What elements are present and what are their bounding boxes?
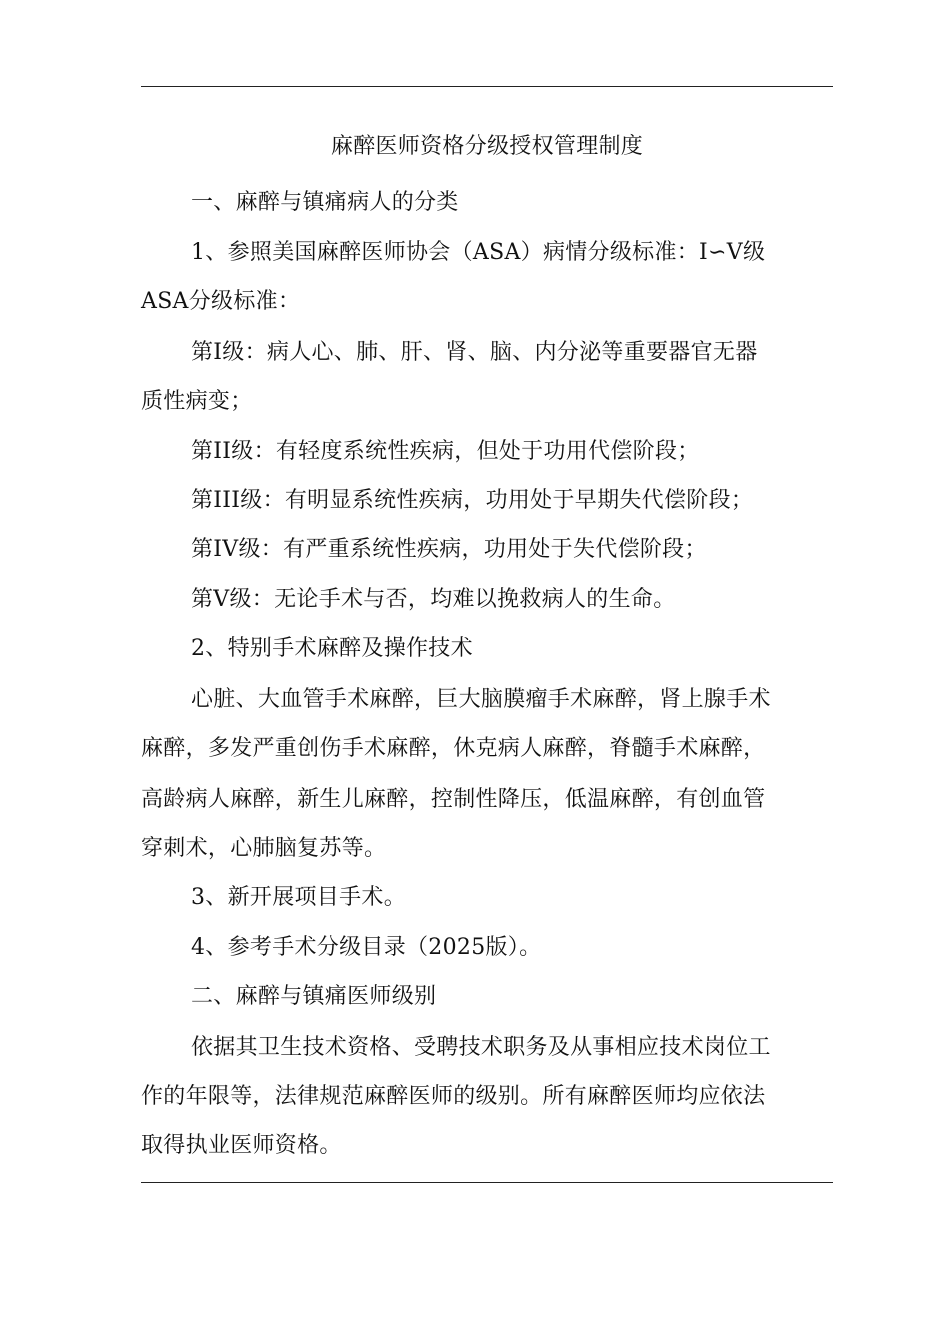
paragraph-line: 质性病变；	[141, 389, 253, 414]
section-heading-3: 二、麻醉与镇痛医师级别	[191, 984, 437, 1009]
paragraph-line: 第II级：有轻度系统性疾病，但处于功用代偿阶段；	[191, 439, 700, 464]
paragraph-line: 3、新开展项目手术。	[191, 885, 406, 910]
document-title: 麻醉医师资格分级授权管理制度	[330, 134, 644, 159]
paragraph-line: 第III级：有明显系统性疾病，功用处于早期失代偿阶段；	[191, 488, 754, 513]
paragraph-line: 心脏、大血管手术麻醉，巨大脑膜瘤手术麻醉，肾上腺手术	[191, 687, 771, 712]
paragraph-line: 麻醉，多发严重创伤手术麻醉，休克病人麻醉，脊髓手术麻醉，	[141, 736, 766, 761]
section-heading-2: 2、特别手术麻醉及操作技术	[191, 636, 473, 661]
paragraph-line: 取得执业医师资格。	[141, 1133, 342, 1158]
paragraph-line: 第IV级：有严重系统性疾病，功用处于失代偿阶段；	[191, 537, 707, 562]
paragraph-line: 1、参照美国麻醉医师协会（ASA）病情分级标准：I∽V级	[191, 240, 766, 265]
paragraph-line: 作的年限等，法律规范麻醉医师的级别。所有麻醉医师均应依法	[141, 1084, 766, 1109]
paragraph-line: 第I级：病人心、肺、肝、肾、脑、内分泌等重要器官无器	[191, 340, 758, 365]
footer-rule	[141, 1182, 833, 1183]
paragraph-line: 依据其卫生技术资格、受聘技术职务及从事相应技术岗位工	[191, 1035, 771, 1060]
section-heading-1: 一、麻醉与镇痛病人的分类	[191, 190, 459, 215]
paragraph-line: ASA分级标准：	[141, 289, 301, 314]
header-rule	[141, 86, 833, 87]
paragraph-line: 高龄病人麻醉，新生儿麻醉，控制性降压，低温麻醉，有创血管	[141, 787, 766, 812]
paragraph-line: 4、参考手术分级目录（2025版）。	[191, 935, 542, 960]
paragraph-line: 穿刺术，心肺脑复苏等。	[141, 836, 387, 861]
paragraph-line: 第V级：无论手术与否，均难以挽救病人的生命。	[191, 587, 676, 612]
